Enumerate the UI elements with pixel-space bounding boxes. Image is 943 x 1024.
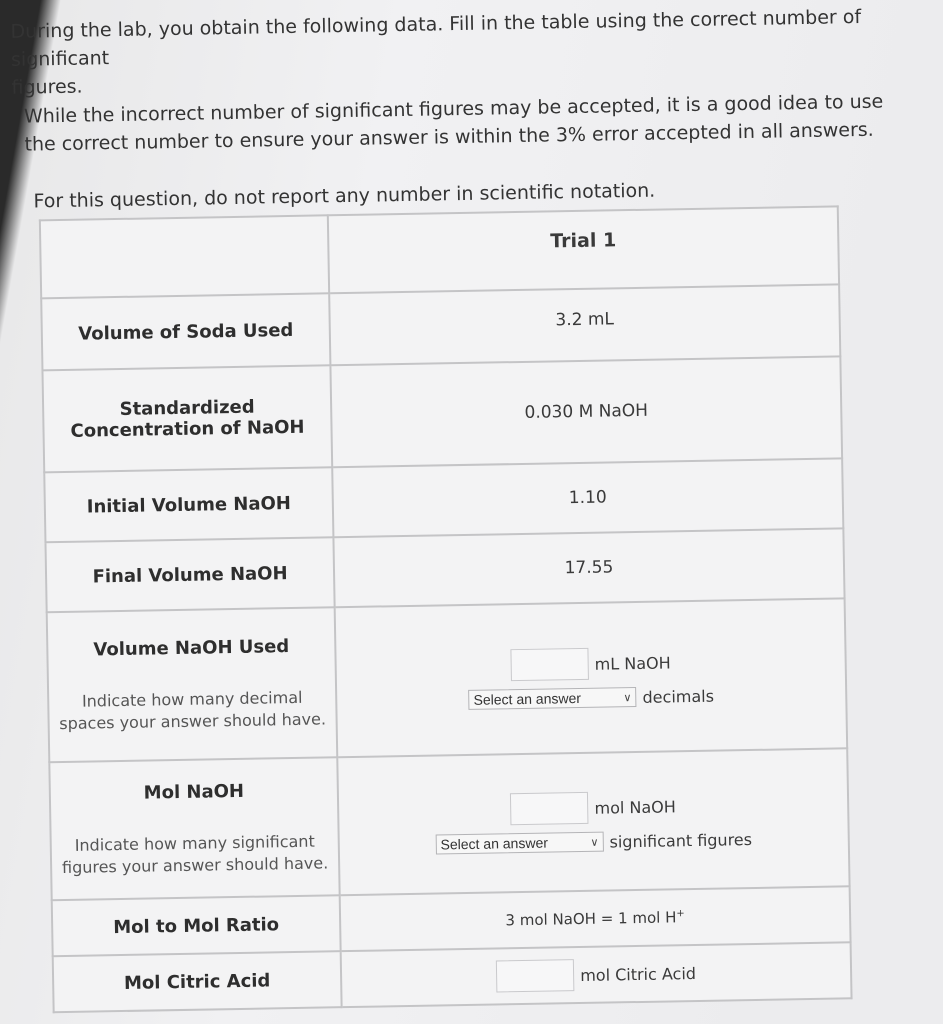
select-label: Select an answer xyxy=(473,689,582,708)
std-conc-value: 0.030 M NaOH xyxy=(330,356,842,467)
final-vol-label: Final Volume NaOH xyxy=(45,537,334,612)
mol-ratio-value-cell xyxy=(340,886,851,951)
instruction-paragraph-1 xyxy=(10,2,941,102)
std-conc-label-line-1: Standardized xyxy=(119,396,255,420)
mol-naoh-select-line xyxy=(341,827,847,856)
vol-used-input[interactable] xyxy=(510,648,589,681)
mol-naoh-label: Mol NaOH xyxy=(143,780,245,804)
std-conc-label-line-2: Concentration of NaOH xyxy=(70,416,305,442)
table-row xyxy=(42,356,842,472)
volume-soda-value: 3.2 mL xyxy=(329,284,840,365)
mol-naoh-input[interactable] xyxy=(510,792,589,825)
table-row xyxy=(49,748,849,900)
vol-used-select-line xyxy=(338,683,844,712)
table-row xyxy=(41,284,840,370)
initial-vol-label: Initial Volume NaOH xyxy=(44,467,333,542)
vol-used-unit: mL NaOH xyxy=(594,652,671,674)
vol-used-label-cell xyxy=(47,607,338,762)
vol-used-select-suffix: decimals xyxy=(642,686,715,707)
vol-used-label: Volume NaOH Used xyxy=(93,635,290,660)
mol-ratio-superscript: + xyxy=(676,908,685,920)
vol-used-answer-line xyxy=(337,643,843,684)
mol-citric-answer-line xyxy=(343,954,849,995)
mol-naoh-sigfig-select[interactable] xyxy=(435,832,603,855)
mol-citric-value-cell xyxy=(341,942,852,1007)
volume-soda-label: Volume of Soda Used xyxy=(41,293,330,370)
mol-naoh-label-cell xyxy=(49,757,339,900)
mol-citric-input[interactable] xyxy=(496,959,575,992)
instruction-paragraph-3: For this question, do not report any number in scientific notation. xyxy=(33,179,656,213)
instructions xyxy=(10,2,940,213)
initial-vol-value: 1.10 xyxy=(332,458,843,537)
mol-naoh-select-suffix: significant figures xyxy=(609,829,753,851)
mol-citric-label: Mol Citric Acid xyxy=(53,951,342,1012)
mol-citric-unit: mol Citric Acid xyxy=(580,963,697,985)
instruction-line-1: During the lab, you obtain the following data. Fill in the table using the correct number of significant xyxy=(10,5,862,71)
vol-used-decimals-select[interactable] xyxy=(468,687,636,710)
mol-naoh-unit: mol NaOH xyxy=(594,796,676,818)
mol-naoh-answer-line xyxy=(340,787,846,828)
mol-naoh-instruction: Indicate how many significant figures your answer should have. xyxy=(61,831,329,877)
chevron-down-icon: ∨ xyxy=(623,691,632,704)
select-label: Select an answer xyxy=(440,834,549,853)
chevron-down-icon: ∨ xyxy=(590,836,599,849)
mol-ratio-label: Mol to Mol Ratio xyxy=(52,895,341,956)
vol-used-instruction: Indicate how many decimal spaces your answer should have. xyxy=(59,687,327,733)
instruction-paragraph-2: While the incorrect number of significant figures may be accepted, it is a good idea to use the correct number to ensure your answer is within the 3% error accepted in all answers. xyxy=(23,90,884,156)
table-header-row xyxy=(40,206,839,298)
instruction-line-2: figures. xyxy=(11,75,83,99)
vol-used-value-cell xyxy=(335,598,848,757)
data-table xyxy=(39,205,853,1013)
trial-1-header: Trial 1 xyxy=(328,206,839,293)
header-empty-cell xyxy=(40,215,329,298)
mol-ratio-value: 3 mol NaOH = 1 mol H xyxy=(505,908,677,930)
mol-naoh-value-cell xyxy=(337,748,849,895)
final-vol-value: 17.55 xyxy=(333,528,844,607)
std-conc-label xyxy=(42,365,332,472)
table-row xyxy=(47,598,847,762)
